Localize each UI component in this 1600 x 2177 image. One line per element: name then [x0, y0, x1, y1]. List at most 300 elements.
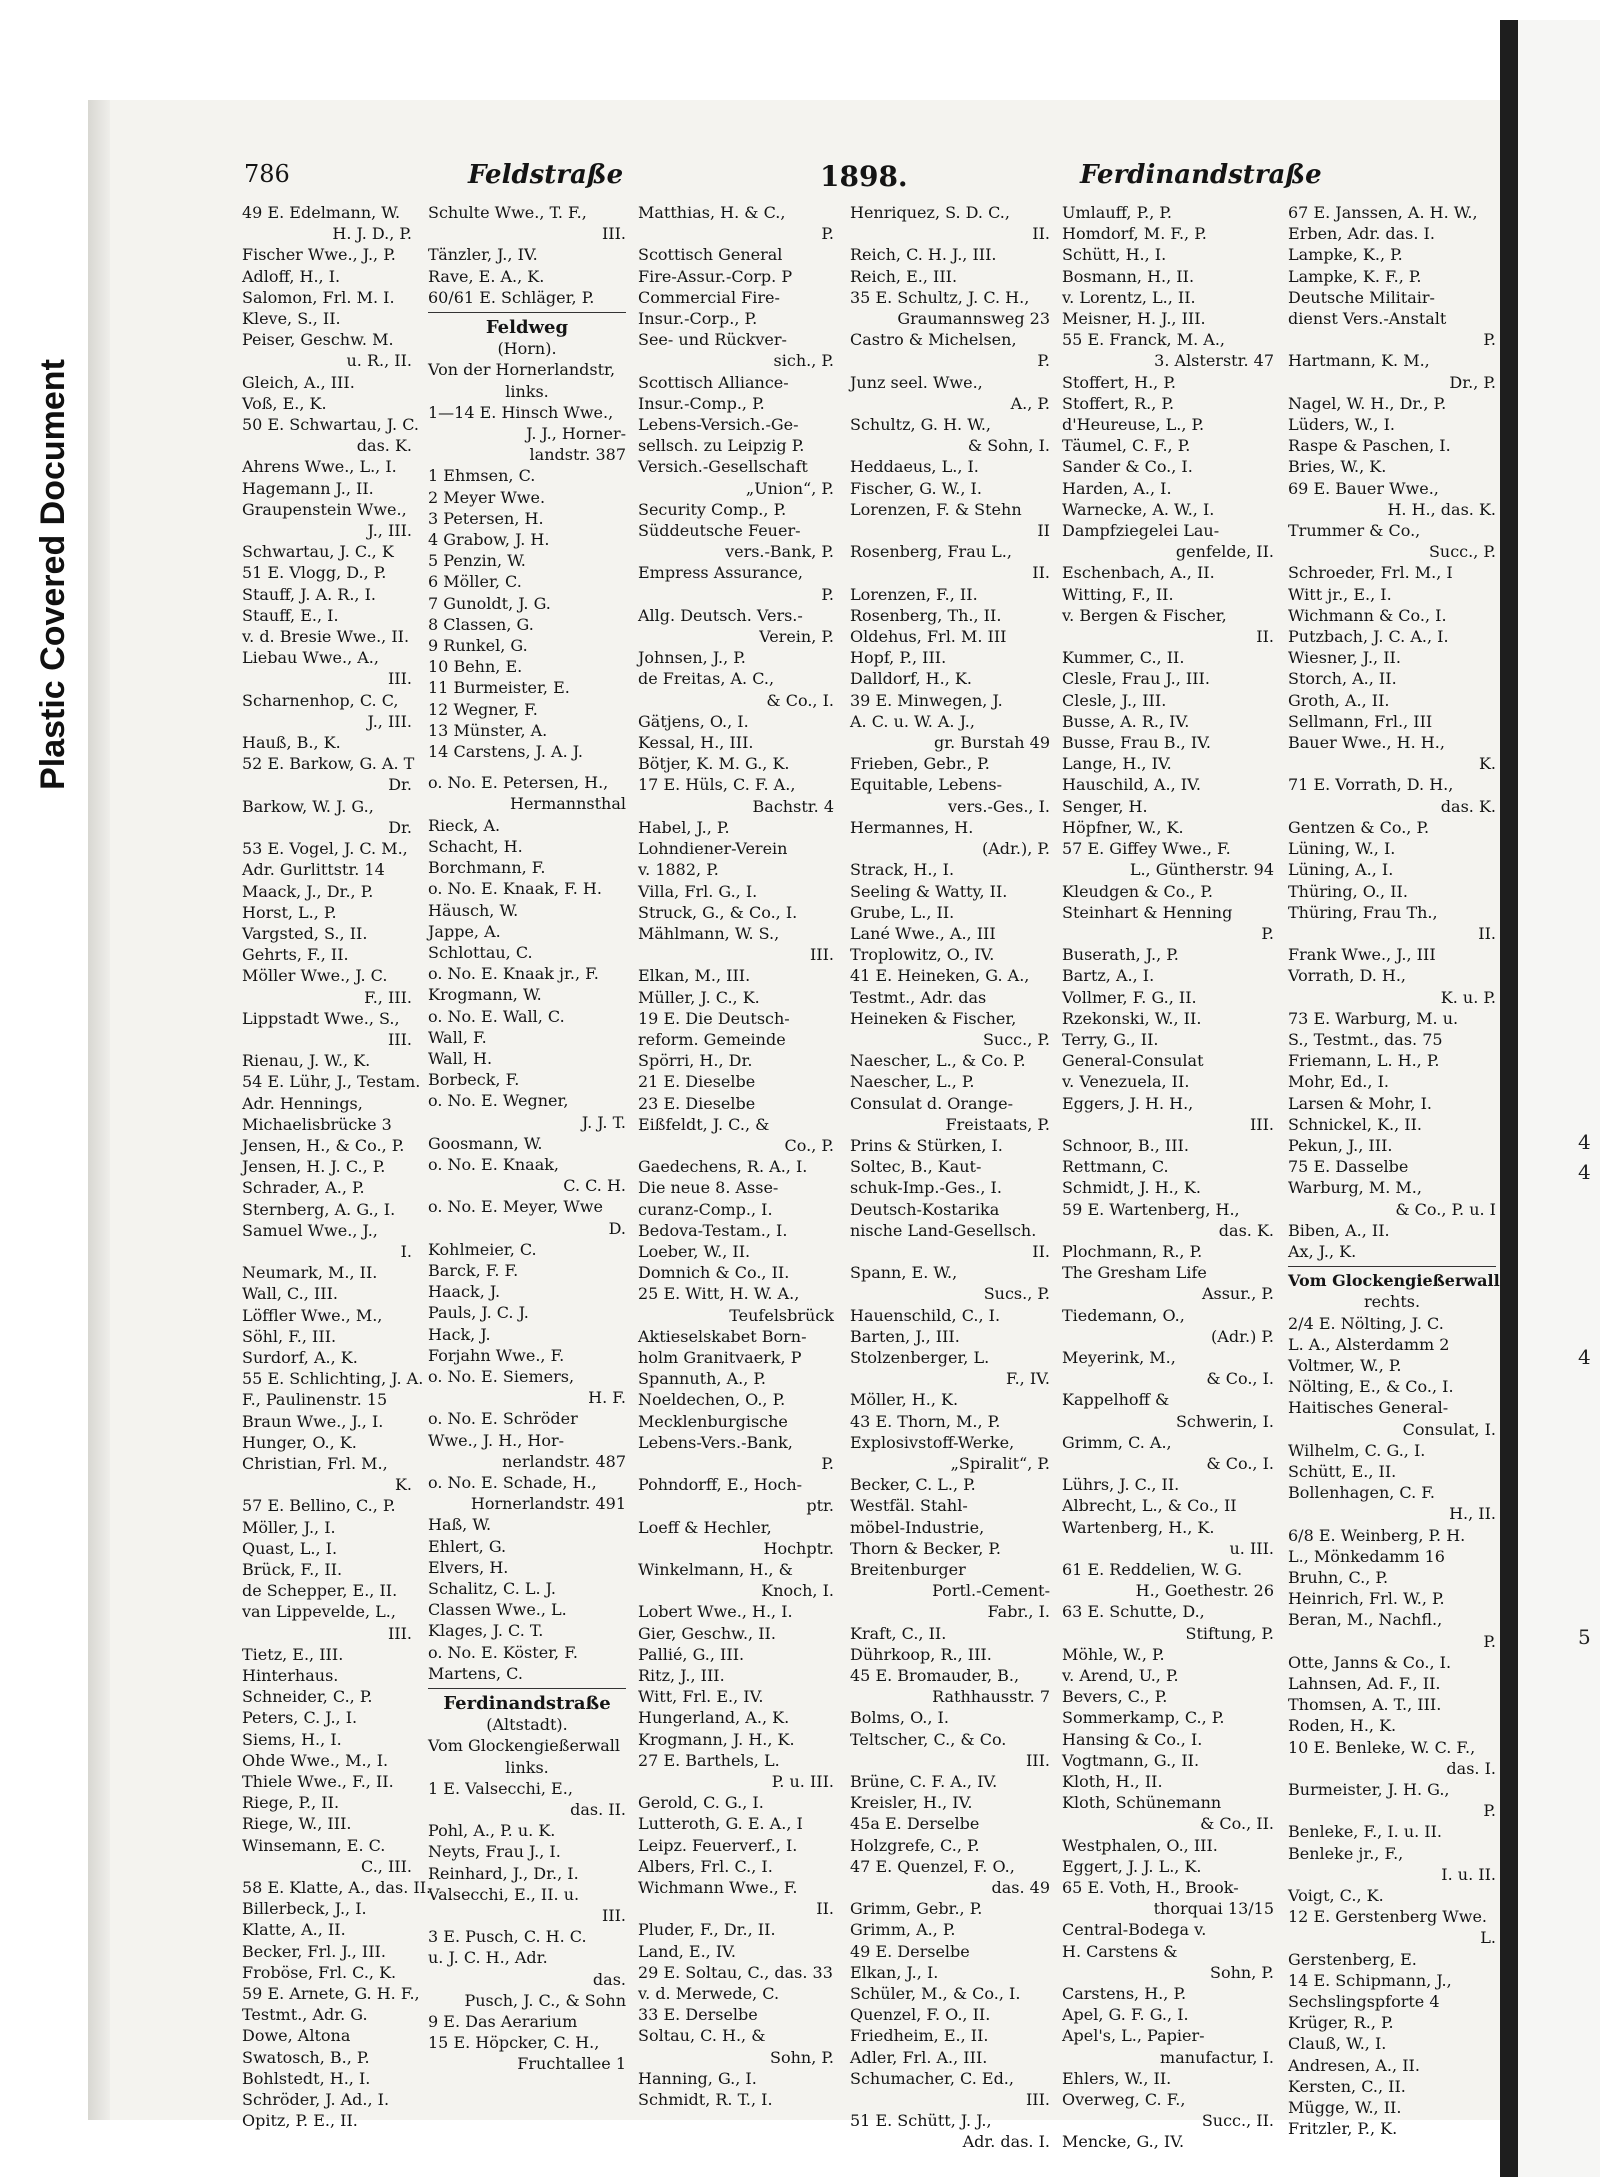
- directory-entry-line: Meisner, H. J., III.: [1062, 309, 1206, 329]
- directory-entry-line: Storch, A., II.: [1288, 669, 1397, 689]
- directory-entry-line: Graumannsweg 23: [897, 309, 1050, 329]
- directory-entry-line: Lobert Wwe., H., I.: [638, 1602, 793, 1622]
- directory-entry-line: Sternberg, A. G., I.: [242, 1199, 396, 1219]
- directory-entry-line: Thorn & Becker, P.: [850, 1538, 1001, 1558]
- margin-mark: 5: [1578, 1625, 1591, 1649]
- directory-entry-line: Seeling & Watty, II.: [850, 881, 1008, 901]
- directory-entry-line: das. K.: [1440, 796, 1496, 816]
- directory-entry-line: See- und Rückver-: [638, 330, 787, 350]
- directory-entry-line: Hanning, G., I.: [638, 2068, 757, 2088]
- directory-entry-line: H. H., das. K.: [1387, 499, 1496, 519]
- directory-entry-line: II.: [1478, 923, 1496, 943]
- directory-entry-line: Hack, J.: [428, 1324, 491, 1344]
- directory-entry-line: Tänzler, J., IV.: [428, 245, 538, 265]
- directory-entry-line: (Horn).: [497, 339, 557, 359]
- year-heading: 1898.: [820, 160, 908, 193]
- directory-entry-line: Reinhard, J., Dr., I.: [428, 1863, 579, 1883]
- directory-entry-line: vers.-Bank, P.: [725, 542, 834, 562]
- directory-entry-line: 3 E. Pusch, C. H. C.: [428, 1927, 587, 1947]
- directory-entry-line: Kessal, H., III.: [638, 733, 754, 753]
- directory-entry-line: o. No. E. Petersen, H.,: [428, 773, 609, 793]
- directory-entry-line: Wiesner, J., II.: [1288, 648, 1401, 668]
- directory-entry-line: v. Lorentz, L., II.: [1062, 287, 1196, 307]
- directory-entry-line: Friedheim, E., II.: [850, 2026, 989, 2046]
- directory-entry-line: nische Land-Gesellsch.: [850, 1220, 1037, 1240]
- directory-entry-line: Benleke, F., I. u. II.: [1288, 1822, 1443, 1842]
- directory-entry-line: Von der Hornerlandstr,: [428, 360, 616, 380]
- directory-entry-line: II: [1037, 521, 1050, 541]
- directory-entry-line: Lutteroth, G. E. A., I: [638, 1814, 803, 1834]
- directory-entry-line: Hochptr.: [763, 1538, 834, 1558]
- directory-entry-line: Bolms, O., I.: [850, 1708, 949, 1728]
- directory-entry-line: Naescher, L., P.: [850, 1072, 975, 1092]
- directory-entry-line: Hinterhaus.: [242, 1666, 339, 1686]
- directory-entry-line: Commercial Fire-: [638, 287, 780, 307]
- directory-entry-line: 51 E. Vlogg, D., P.: [242, 563, 387, 583]
- directory-entry-line: Bauer Wwe., H. H.,: [1288, 733, 1445, 753]
- directory-entry-line: Sander & Co., I.: [1062, 457, 1193, 477]
- directory-entry-line: o. No. E. Knaak jr., F.: [428, 964, 599, 984]
- directory-entry-line: Schroeder, Frl. M., I: [1288, 563, 1453, 583]
- directory-entry-line: Security Comp., P.: [638, 499, 787, 519]
- directory-entry-line: Wilhelm, C. G., I.: [1288, 1440, 1426, 1460]
- directory-entry-line: o. No. E. Wall, C.: [428, 1006, 565, 1026]
- directory-entry-line: Braun Wwe., J., I.: [242, 1411, 384, 1431]
- directory-entry-line: Jensen, H. J. C., P.: [242, 1157, 386, 1177]
- directory-entry-line: 12 Wegner, F.: [428, 699, 538, 719]
- directory-entry-line: Scharnenhop, C. C,: [242, 690, 399, 710]
- directory-entry-line: Adloff, H., I.: [242, 266, 341, 286]
- directory-entry-line: Gier, Geschw., II.: [638, 1623, 776, 1643]
- directory-entry-line: Quast, L., I.: [242, 1538, 338, 1558]
- directory-entry-line: Land, E., IV.: [638, 1941, 736, 1961]
- directory-entry-line: Grube, L., II.: [850, 902, 955, 922]
- directory-entry-line: I.: [400, 1241, 412, 1261]
- directory-entry-line: Senger, H.: [1062, 796, 1148, 816]
- directory-entry-line: Westphalen, O., III.: [1062, 1835, 1218, 1855]
- directory-entry-line: Tiedemann, O.,: [1062, 1305, 1185, 1325]
- directory-entry-line: Winsemann, E. C.: [242, 1835, 386, 1855]
- directory-entry-line: Rienau, J. W., K.: [242, 1051, 371, 1071]
- directory-entry-line: Succ., P.: [1428, 542, 1496, 562]
- directory-entry-line: Haß, W.: [428, 1515, 492, 1535]
- directory-entry-line: Freistaats, P.: [945, 1114, 1050, 1134]
- left-street-heading: Feldstraße: [468, 160, 624, 190]
- directory-entry-line: Busse, Frau B., IV.: [1062, 733, 1211, 753]
- directory-entry-line: Trummer & Co.,: [1288, 521, 1421, 541]
- directory-column-3: [638, 202, 834, 2110]
- directory-entry-line: Hagemann J., II.: [242, 478, 374, 498]
- directory-entry-line: Steinhart & Henning: [1062, 902, 1233, 922]
- directory-entry-line: u. R., II.: [346, 351, 412, 371]
- directory-entry-line: Otte, Janns & Co., I.: [1288, 1652, 1452, 1672]
- directory-entry-line: Lané Wwe., A., III: [850, 923, 996, 943]
- directory-entry-line: Vom Glockengießerwall: [428, 1736, 621, 1756]
- directory-entry-line: Schlottau, C.: [428, 942, 533, 962]
- directory-entry-line: 59 E. Wartenberg, H.,: [1062, 1199, 1240, 1219]
- directory-entry-line: (Adr.) P.: [1211, 1326, 1274, 1346]
- directory-entry-line: Johnsen, J., P.: [638, 648, 746, 668]
- directory-entry-line: reform. Gemeinde: [638, 1029, 786, 1049]
- directory-entry-line: Co., P.: [784, 1135, 834, 1155]
- directory-entry-line: 43 E. Thorn, M., P.: [850, 1411, 1001, 1431]
- directory-entry-line: Schnickel, K., II.: [1288, 1114, 1422, 1134]
- directory-entry-line: K. u. P.: [1440, 987, 1496, 1007]
- directory-entry-line: o. No. E. Knaak, F. H.: [428, 879, 602, 899]
- directory-entry-line: (Adr.), P.: [981, 839, 1050, 859]
- directory-entry-line: P.: [1037, 351, 1050, 371]
- directory-entry-line: Graupenstein Wwe.,: [242, 499, 407, 519]
- directory-entry-line: v. d. Merwede, C.: [638, 1984, 780, 2004]
- directory-entry-line: Kummer, C., II.: [1062, 648, 1185, 668]
- directory-entry-line: Pallié, G., III.: [638, 1644, 745, 1664]
- directory-entry-line: Empress Assurance,: [638, 563, 804, 583]
- directory-entry-line: Spann, E. W.,: [850, 1263, 958, 1283]
- side-tab-label: Plastic Covered Document: [33, 358, 72, 790]
- directory-entry-line: Gehrts, F., II.: [242, 945, 349, 965]
- directory-entry-line: Neyts, Frau J., I.: [428, 1842, 561, 1862]
- directory-entry-line: 5 Penzin, W.: [428, 551, 526, 571]
- directory-entry-line: 1 Ehmsen, C.: [428, 466, 536, 486]
- directory-entry-line: [428, 762, 626, 772]
- directory-entry-line: Rosenberg, Th., II.: [850, 605, 1002, 625]
- directory-entry-line: Grimm, A., P.: [850, 1920, 956, 1940]
- directory-entry-line: 69 E. Bauer Wwe.,: [1288, 478, 1439, 498]
- directory-entry-line: A. C. u. W. A. J.,: [850, 711, 975, 731]
- directory-entry-line: Rzekonski, W., II.: [1062, 1008, 1202, 1028]
- directory-entry-line: Thüring, Frau Th.,: [1288, 902, 1438, 922]
- directory-entry-line: Schalitz, C. L. J.: [428, 1579, 556, 1598]
- directory-entry-line: Brück, F., II.: [242, 1560, 343, 1579]
- directory-entry-line: Kleudgen & Co., P.: [1062, 881, 1213, 901]
- directory-entry-line: Lange, H., IV.: [1062, 754, 1172, 774]
- directory-entry-line: v. Venezuela, II.: [1062, 1072, 1190, 1092]
- directory-entry-line: Vom Glockengießerwall: [1288, 1271, 1500, 1291]
- directory-entry-line: Thomsen, A. T., III.: [1288, 1695, 1442, 1715]
- directory-entry-line: 12 E. Gerstenberg Wwe.: [1288, 1907, 1487, 1927]
- directory-entry-line: 51 E. Schütt, J. J.,: [850, 2111, 992, 2131]
- directory-entry-line: Quenzel, F. O., II.: [850, 2005, 991, 2025]
- directory-entry-line: Schröder, J. Ad., I.: [242, 2090, 390, 2110]
- section-divider: [1288, 1266, 1496, 1267]
- directory-entry-line: Klatte, A., II.: [242, 1920, 346, 1940]
- directory-entry-line: 29 E. Soltau, C., das. 33: [638, 1962, 833, 1982]
- directory-entry-line: o. No. E. Schade, H.,: [428, 1472, 597, 1492]
- directory-entry-line: H. F.: [588, 1388, 626, 1408]
- directory-entry-line: & Co., II.: [1200, 1814, 1274, 1834]
- directory-entry-line: 55 E. Schlichting, J. A.: [242, 1369, 424, 1389]
- directory-entry-line: Henriquez, S. D. C.,: [850, 203, 1010, 222]
- directory-entry-line: Gerstenberg, E.: [1288, 1949, 1417, 1969]
- directory-entry-line: Schütt, E., II.: [1288, 1461, 1397, 1481]
- directory-entry-line: A., P.: [1010, 393, 1050, 413]
- directory-entry-line: H. Carstens &: [1062, 1941, 1178, 1961]
- directory-entry-line: Schacht, H.: [428, 836, 523, 856]
- directory-entry-line: III.: [1025, 1750, 1050, 1770]
- directory-entry-line: Habel, J., P.: [638, 817, 730, 837]
- directory-entry-line: 2/4 E. Nölting, J. C.: [1288, 1313, 1444, 1333]
- directory-entry-line: Ehlert, G.: [428, 1536, 507, 1556]
- directory-entry-line: 60/61 E. Schläger, P.: [428, 287, 595, 307]
- directory-entry-line: 41 E. Heineken, G. A.,: [850, 966, 1030, 986]
- directory-column-4: [850, 202, 1050, 2152]
- directory-entry-line: Clauß, W., I.: [1288, 2034, 1387, 2054]
- margin-mark: 4: [1578, 1345, 1591, 1369]
- directory-entry-line: Bohlstedt, H., I.: [242, 2068, 371, 2088]
- directory-entry-line: Lorenzen, F., II.: [850, 584, 978, 604]
- directory-entry-line: Vargsted, S., II.: [242, 923, 368, 943]
- directory-entry-line: Kloth, Schünemann: [1062, 1793, 1222, 1813]
- section-divider: [428, 1688, 626, 1689]
- directory-entry-line: 21 E. Dieselbe: [638, 1072, 756, 1092]
- directory-entry-line: manufactur, I.: [1160, 2047, 1274, 2067]
- directory-entry-line: Leipz. Feuerverf., I.: [638, 1835, 798, 1855]
- directory-entry-line: Christian, Frl. M.,: [242, 1453, 388, 1473]
- directory-entry-line: Thiele Wwe., F., II.: [242, 1772, 394, 1792]
- directory-entry-line: Witt jr., E., I.: [1288, 584, 1392, 604]
- directory-entry-line: J. J., Horner-: [526, 424, 626, 444]
- directory-entry-line: Winkelmann, H., &: [638, 1560, 793, 1579]
- directory-entry-line: Apel, G. F. G., I.: [1062, 2005, 1189, 2025]
- directory-entry-line: 53 E. Vogel, J. C. M.,: [242, 839, 408, 859]
- directory-entry-line: Mügge, W., II.: [1288, 2098, 1402, 2118]
- directory-entry-line: Holzgrefe, C., P.: [850, 1835, 980, 1855]
- directory-entry-line: Wall, F.: [428, 1027, 487, 1047]
- directory-entry-line: Dr.: [388, 817, 412, 837]
- directory-entry-line: Voß, E., K.: [242, 393, 327, 413]
- directory-entry-line: Gentzen & Co., P.: [1288, 817, 1430, 837]
- margin-mark: 4: [1578, 1130, 1591, 1154]
- directory-entry-line: J. J. T.: [581, 1112, 626, 1132]
- directory-entry-line: Schmidt, J. H., K.: [1062, 1178, 1201, 1198]
- directory-entry-line: Busse, A. R., IV.: [1062, 711, 1190, 731]
- directory-entry-line: v. Bergen & Fischer,: [1062, 605, 1227, 625]
- directory-entry-line: Peiser, Geschw. M.: [242, 330, 394, 350]
- directory-entry-line: das. K.: [1218, 1220, 1274, 1240]
- directory-entry-line: Klages, J. C. T.: [428, 1621, 544, 1641]
- directory-entry-line: Prins & Stürken, I.: [850, 1135, 1003, 1155]
- directory-entry-line: Borbeck, F.: [428, 1070, 520, 1090]
- directory-entry-line: Noeldechen, O., P.: [638, 1390, 786, 1410]
- directory-entry-line: Scottisch Alliance-: [638, 372, 789, 392]
- directory-entry-line: Schumacher, C. Ed.,: [850, 2068, 1014, 2088]
- directory-entry-line: Löffler Wwe., M.,: [242, 1305, 383, 1325]
- directory-entry-line: Thüring, O., II.: [1288, 881, 1408, 901]
- directory-entry-line: Erben, Adr. das. I.: [1288, 224, 1435, 244]
- directory-entry-line: Elkan, M., III.: [638, 966, 751, 986]
- directory-entry-line: Hornerlandstr. 491: [470, 1494, 626, 1514]
- directory-entry-line: Salomon, Frl. M. I.: [242, 287, 395, 307]
- directory-entry-line: I. u. II.: [1441, 1864, 1496, 1884]
- directory-entry-line: Schnoor, B., III.: [1062, 1135, 1189, 1155]
- directory-entry-line: Bosmann, H., II.: [1062, 266, 1195, 286]
- directory-entry-line: Explosivstoff-Werke,: [850, 1432, 1015, 1452]
- directory-entry-line: 13 Münster, A.: [428, 720, 548, 740]
- directory-entry-line: Michaelisbrücke 3: [242, 1114, 392, 1134]
- side-tab: [6, 294, 100, 854]
- directory-entry-line: Harden, A., I.: [1062, 478, 1172, 498]
- directory-entry-line: Albers, Frl. C., I.: [638, 1856, 773, 1876]
- directory-entry-line: Lüders, W., I.: [1288, 415, 1395, 435]
- directory-column-2: [428, 202, 626, 2074]
- directory-entry-line: Deutsche Militair-: [1288, 287, 1435, 307]
- directory-entry-line: Raspe & Paschen, I.: [1288, 436, 1451, 456]
- directory-entry-line: Breitenburger: [850, 1560, 966, 1579]
- directory-entry-line: Loeff & Hechler,: [638, 1517, 772, 1537]
- directory-entry-line: u. J. C. H., Adr.: [428, 1948, 548, 1968]
- directory-entry-line: 15 E. Höpcker, C. H.,: [428, 2033, 600, 2053]
- directory-entry-line: Bachstr. 4: [752, 796, 834, 816]
- directory-entry-line: Lebens-Versich.-Ge-: [638, 415, 799, 435]
- directory-entry-line: Biben, A., II.: [1288, 1220, 1390, 1240]
- directory-entry-line: Knoch, I.: [761, 1581, 834, 1601]
- directory-entry-line: Portl.-Cement-: [932, 1581, 1050, 1601]
- directory-entry-line: o. No. E. Köster, F.: [428, 1642, 578, 1662]
- directory-entry-line: Teufelsbrück: [729, 1305, 834, 1325]
- directory-entry-line: Möhle, W., P.: [1062, 1644, 1165, 1664]
- directory-entry-line: 58 E. Klatte, A., das. II.: [242, 1878, 432, 1898]
- directory-entry-line: Voltmer, W., P.: [1288, 1355, 1402, 1375]
- directory-entry-line: o. No. E. Schröder: [428, 1409, 578, 1429]
- directory-entry-line: Pohndorff, E., Hoch-: [638, 1475, 803, 1495]
- directory-entry-line: S., Testmt., das. 75: [1288, 1029, 1443, 1049]
- directory-entry-line: Brüne, C. F. A., IV.: [850, 1772, 998, 1792]
- directory-entry-line: Gerold, C. G., I.: [638, 1793, 764, 1813]
- directory-entry-line: III.: [387, 1029, 412, 1049]
- directory-entry-line: Eißfeldt, J. C., &: [638, 1114, 770, 1134]
- directory-entry-line: Larsen & Mohr, I.: [1288, 1093, 1432, 1113]
- directory-entry-line: Ohde Wwe., M., I.: [242, 1750, 389, 1770]
- directory-entry-line: & Co., I.: [1206, 1369, 1274, 1389]
- directory-entry-line: Siems, H., I.: [242, 1729, 342, 1749]
- directory-entry-line: Schmidt, R. T., I.: [638, 2090, 773, 2110]
- directory-entry-line: & Co., I.: [1206, 1453, 1274, 1473]
- directory-entry-line: Becker, Frl. J., III.: [242, 1941, 386, 1961]
- directory-entry-line: sich., P.: [773, 351, 834, 371]
- directory-entry-line: Bruhn, C., P.: [1288, 1568, 1389, 1587]
- directory-entry-line: Kreisler, H., IV.: [850, 1793, 973, 1813]
- directory-entry-line: II.: [1032, 563, 1050, 583]
- directory-entry-line: 71 E. Vorrath, D. H.,: [1288, 775, 1454, 795]
- directory-entry-line: 25 E. Witt, H. W. A.,: [638, 1284, 800, 1304]
- directory-entry-line: Meyerink, M.,: [1062, 1347, 1176, 1367]
- directory-entry-line: Krüger, R., P.: [1288, 2013, 1394, 2033]
- directory-entry-line: Wall, H.: [428, 1048, 493, 1068]
- directory-column-5: [1062, 202, 1274, 2152]
- directory-entry-line: Sohn, P.: [770, 2047, 834, 2067]
- directory-entry-line: Kloth, H., II.: [1062, 1772, 1163, 1792]
- directory-entry-line: 19 E. Die Deutsch-: [638, 1008, 790, 1028]
- directory-entry-line: Schultz, G. H. W.,: [850, 415, 992, 435]
- directory-entry-line: Verein, P.: [759, 627, 834, 647]
- directory-entry-line: Ritz, J., III.: [638, 1666, 725, 1686]
- directory-entry-line: Apel's, L., Papier-: [1062, 2026, 1205, 2046]
- directory-entry-line: landstr. 387: [529, 445, 626, 465]
- directory-entry-line: 10 Behn, E.: [428, 657, 523, 677]
- directory-entry-line: C., III.: [361, 1856, 412, 1876]
- directory-entry-line: dienst Vers.-Anstalt: [1288, 309, 1447, 329]
- directory-entry-line: Ahrens Wwe., L., I.: [242, 457, 397, 477]
- directory-entry-line: III.: [387, 669, 412, 689]
- directory-entry-line: L. A., Alsterdamm 2: [1288, 1334, 1450, 1354]
- directory-entry-line: o. No. E. Wegner,: [428, 1091, 569, 1111]
- directory-entry-line: Scottisch General: [638, 245, 783, 265]
- facing-page-edge: [1500, 20, 1600, 2177]
- directory-entry-line: Die neue 8. Asse-: [638, 1178, 779, 1198]
- directory-entry-line: 35 E. Schultz, J. C. H.,: [850, 287, 1030, 307]
- directory-entry-line: Troplowitz, O., IV.: [850, 945, 995, 965]
- directory-entry-line: II.: [1256, 627, 1274, 647]
- directory-entry-line: Riege, P., II.: [242, 1793, 340, 1813]
- directory-entry-line: H., Goethestr. 26: [1135, 1581, 1274, 1601]
- directory-entry-line: Lippstadt Wwe., S.,: [242, 1008, 400, 1028]
- directory-entry-line: Süddeutsche Feuer-: [638, 521, 801, 541]
- directory-entry-line: Sucs., P.: [983, 1284, 1050, 1304]
- directory-entry-line: Billerbeck, J., I.: [242, 1899, 367, 1919]
- directory-entry-line: 23 E. Dieselbe: [638, 1093, 756, 1113]
- directory-entry-line: Horst, L., P.: [242, 902, 337, 922]
- directory-entry-line: Rieck, A.: [428, 815, 501, 835]
- directory-column-1: [242, 202, 432, 2131]
- directory-entry-line: Rettmann, C.: [1062, 1157, 1169, 1177]
- directory-entry-line: Buserath, J., P.: [1062, 945, 1179, 965]
- right-street-heading: Ferdinandstraße: [1080, 160, 1322, 190]
- directory-entry-line: 9 E. Das Aerarium: [428, 2012, 578, 2032]
- directory-entry-line: v. Arend, U., P.: [1062, 1666, 1179, 1686]
- directory-entry-line: Fischer, G. W., I.: [850, 478, 982, 498]
- directory-entry-line: Täumel, C. F., P.: [1062, 436, 1191, 456]
- directory-entry-line: Dalldorf, H., K.: [850, 669, 972, 689]
- directory-entry-line: Fabr., I.: [987, 1602, 1050, 1622]
- directory-entry-line: II.: [816, 1899, 834, 1919]
- directory-entry-line: 14 E. Schipmann, J.,: [1288, 1970, 1452, 1990]
- directory-entry-line: 33 E. Derselbe: [638, 2005, 758, 2025]
- directory-entry-line: J., III.: [367, 521, 412, 541]
- directory-entry-line: Bötjer, K. M. G., K.: [638, 754, 790, 774]
- directory-entry-line: Swatosch, B., P.: [242, 2047, 370, 2067]
- section-divider: [428, 312, 626, 313]
- directory-entry-line: Vollmer, F. G., II.: [1062, 987, 1197, 1007]
- directory-entry-line: Roden, H., K.: [1288, 1716, 1397, 1736]
- directory-entry-line: Kraft, C., II.: [850, 1623, 947, 1643]
- directory-entry-line: Kohlmeier, C.: [428, 1239, 537, 1259]
- directory-entry-line: Kappelhoff &: [1062, 1390, 1170, 1410]
- directory-entry-line: P.: [821, 224, 834, 244]
- directory-entry-line: Dührkoop, R., III.: [850, 1644, 992, 1664]
- directory-entry-line: Lampke, K. F., P.: [1288, 266, 1422, 286]
- directory-entry-line: Schwerin, I.: [1175, 1411, 1274, 1431]
- directory-entry-line: & Sohn, I.: [967, 436, 1050, 456]
- directory-entry-line: Friemann, L. H., P.: [1288, 1051, 1440, 1071]
- directory-entry-line: das. I.: [1446, 1758, 1496, 1778]
- directory-entry-line: Consulat, I.: [1402, 1419, 1496, 1439]
- directory-entry-line: Eschenbach, A., II.: [1062, 563, 1215, 583]
- directory-entry-line: o. No. E. Knaak,: [428, 1154, 560, 1174]
- directory-entry-line: Bartz, A., I.: [1062, 966, 1155, 986]
- directory-entry-line: Central-Bodega v.: [1062, 1920, 1207, 1940]
- street-section-heading: Ferdinandstraße: [443, 1693, 611, 1715]
- directory-entry-line: Heinrich, Frl. W., P.: [1288, 1589, 1445, 1609]
- directory-entry-line: de Freitas, A. C.,: [638, 669, 775, 689]
- directory-entry-line: nerlandstr. 487: [502, 1451, 626, 1471]
- directory-entry-line: Hungerland, A., K.: [638, 1708, 790, 1728]
- directory-entry-line: 7 Gunoldt, J. G.: [428, 593, 551, 613]
- directory-entry-line: holm Granitvaerk, P: [638, 1347, 802, 1367]
- directory-entry-line: gr. Burstah 49: [934, 733, 1050, 753]
- directory-entry-line: Dowe, Altona: [242, 2026, 351, 2046]
- directory-entry-line: 3 Petersen, H.: [428, 508, 544, 528]
- directory-entry-line: Wall, C., III.: [242, 1284, 338, 1304]
